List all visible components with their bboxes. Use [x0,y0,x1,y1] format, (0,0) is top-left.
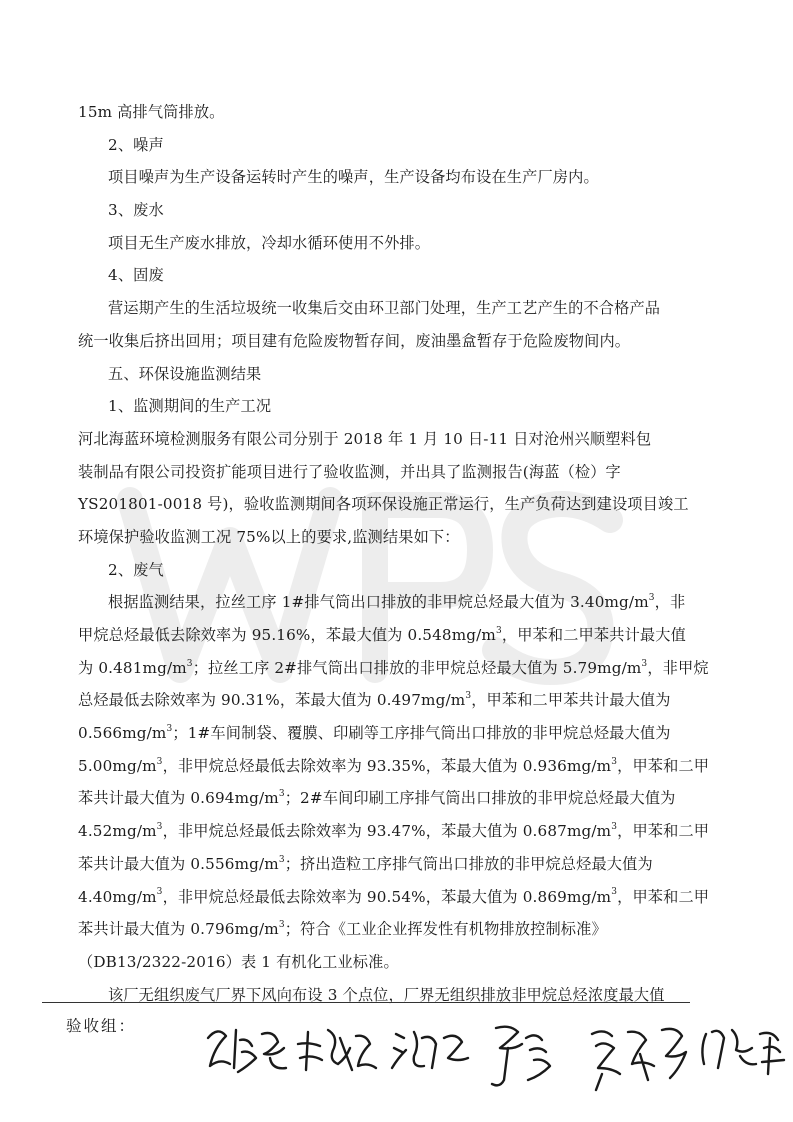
acceptance-group-label: 验收组： [66,1017,137,1035]
text-line: 统一收集后挤出回用；项目建有危险废物暂存间，废油墨盒暂存于危险废物间内。 [78,331,631,350]
text-line: 15m 高排气筒排放。 [78,103,225,121]
text-line: 为 $0.481mg/m^3$；拉丝工序 2#排气筒出口排放的非甲烷总烃最大值为 $5.79mg/m^3$，非甲烷 [78,658,709,677]
text-line: 五、环保设施监测结果 [108,364,262,383]
text-line: 河北海蓝环境检测服务有限公司分别于 2018 年 1 月 10 日-11 日对沧州兴顺塑料包 [78,429,652,448]
text-line: 1、监测期间的生产工况 [108,397,272,416]
signature-1 [208,1030,286,1072]
text-line: 项目噪声为生产设备运转时产生的噪声，生产设备均布设在生产厂房内。 [108,168,599,187]
text-line: 装制品有限公司投资扩能项目进行了验收监测，并出具了监测报告(海蓝（检）字 [78,462,621,481]
text-line: 3、废水 [108,201,164,220]
text-line: $4.52mg/m^3$，非甲烷总烃最低去除效率为 93.47%，苯最大值为 $0.687mg/m^3$，甲苯和二甲 [78,822,710,841]
text-line: 4、固废 [108,266,164,285]
text-line: 环境保护验收监测工况 75%以上的要求,监测结果如下： [78,527,460,546]
signature-3 [392,1032,468,1068]
handwritten-signatures [200,1008,790,1098]
text-line: 苯共计最大值为 $0.556mg/m^3$；挤出造粒工序排气筒出口排放的非甲烷总烃最大值为 [78,854,653,873]
text-line: $4.40mg/m^3$，非甲烷总烃最低去除效率为 90.54%，苯最大值为 $0.869mg/m^3$，甲苯和二甲 [78,887,710,906]
text-line: 苯共计最大值为 $0.796mg/m^3$；符合《工业企业挥发性有机物排放控制标准》 [78,920,607,939]
signature-2 [298,1030,376,1070]
signature-4 [492,1027,550,1086]
text-line: 该厂无组织废气厂界下风向布设 3 个点位，厂界无组织排放非甲烷总烃浓度最大值 [108,985,665,1004]
text-line: 苯共计最大值为 $0.694mg/m^3$；2#车间印刷工序排气筒出口排放的非甲烷总烃最大值为 [78,789,676,808]
document-body [78,96,710,1011]
text-line: 根据监测结果，拉丝工序 1#排气筒出口排放的非甲烷总烃最大值为 $3.40mg/m^3$，非 [108,593,686,612]
signature-6 [702,1030,784,1074]
text-line: $5.00mg/m^3$，非甲烷总烃最低去除效率为 93.35%，苯最大值为 $0.936mg/m^3$，甲苯和二甲 [78,756,710,775]
text-line: 2、噪声 [108,135,164,154]
text-line: （DB13/2322-2016）表 1 有机化工业标准。 [78,952,399,971]
text-line: YS201801-0018 号)，验收监测期间各项环保设施正常运行，生产负荷达到建设项目竣工 [78,495,689,514]
text-line: $0.566mg/m^3$；1#车间制袋、覆膜、印刷等工序排气筒出口排放的非甲烷总烃最大值为 [78,724,671,743]
text-line: 营运期产生的生活垃圾统一收集后交由环卫部门处理，生产工艺产生的不合格产品 [108,299,661,318]
signature-5 [592,1029,686,1090]
footer-divider [42,1002,690,1003]
text-line: 2、废气 [108,560,164,579]
text-line: 总烃最低去除效率为 90.31%，苯最大值为 $0.497mg/m^3$，甲苯和二甲苯共计最大值为 [78,691,671,710]
text-line: 甲烷总烃最低去除效率为 95.16%，苯最大值为 $0.548mg/m^3$，甲苯和二甲苯共计最大值 [78,625,686,644]
text-line: 项目无生产废水排放，冷却水循环使用不外排。 [108,233,431,252]
